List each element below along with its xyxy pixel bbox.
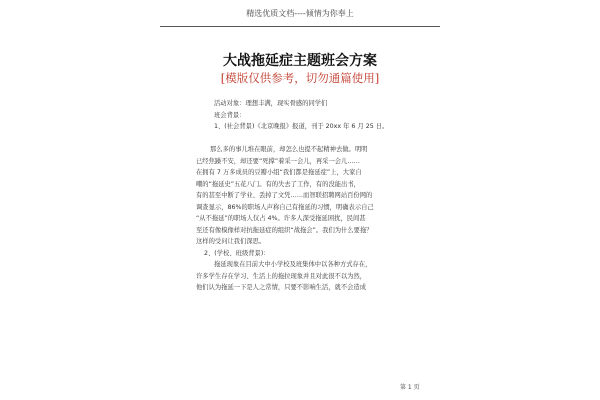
page-header: 精选优质文档----倾情为你奉上	[246, 9, 354, 18]
header-divider	[160, 26, 440, 27]
body-line: 他们认为拖延一下是人之常情，只要不影响生活，就不会造成	[196, 284, 367, 291]
body-line: 那么多的事儿堆在眼前，却怎么也提不起精神去做。明明	[210, 146, 368, 153]
document-subtitle: [模版仅供参考，切勿通篇使用]	[220, 71, 380, 85]
body-line: 班会背景：	[214, 111, 246, 119]
body-line: 2、(学校、班级背景)：	[204, 249, 270, 257]
body-line: 已经焦躁不安，却还要“死撑”着采一会儿，再采一会儿……	[196, 157, 360, 165]
body-line: 许多学生存在学习、生活上的拖拉现象并且对此很不以为然，	[196, 272, 367, 280]
body-line: 这样的受问让我们深思。	[196, 238, 266, 245]
body-line: 活动对象：理想丰满，现实骨感的同学们	[214, 100, 328, 107]
body-line: 至还有像模像样对抗拖延症的组织“战拖会”。我们为什么要拖？	[196, 226, 373, 234]
body-line: 拖延现象在目前大中小学校及班集体中以各种方式存在，	[214, 261, 372, 268]
body-line: 1、(社会背景)《北京晚报》报道，刊于 20xx 年 6 月 25 日。	[214, 123, 389, 130]
body-line: 嘲的“拖延史”五花八门。有的失去了工作，有的没能出书，	[196, 180, 360, 188]
document-title: 大战拖延症主题班会方案	[223, 53, 377, 69]
body-line: 有的甚至中断了学业、丢掉了文凭……而智联招聘网站百份网的	[196, 192, 373, 199]
document-body	[196, 98, 424, 294]
body-line: 在拥有 7 万多成员的豆瓣小组“我们都是拖延症”上，大家自	[196, 169, 362, 176]
body-line: “从不拖延”的职场人仅占 4%。许多人深受拖延困扰，民间甚	[196, 215, 366, 222]
body-line	[196, 133, 424, 145]
page-number: 第 1 页	[400, 384, 420, 391]
body-line: 调查显示，86%的职场人声称自己有拖延的习惯，明确表示自己	[196, 203, 374, 211]
